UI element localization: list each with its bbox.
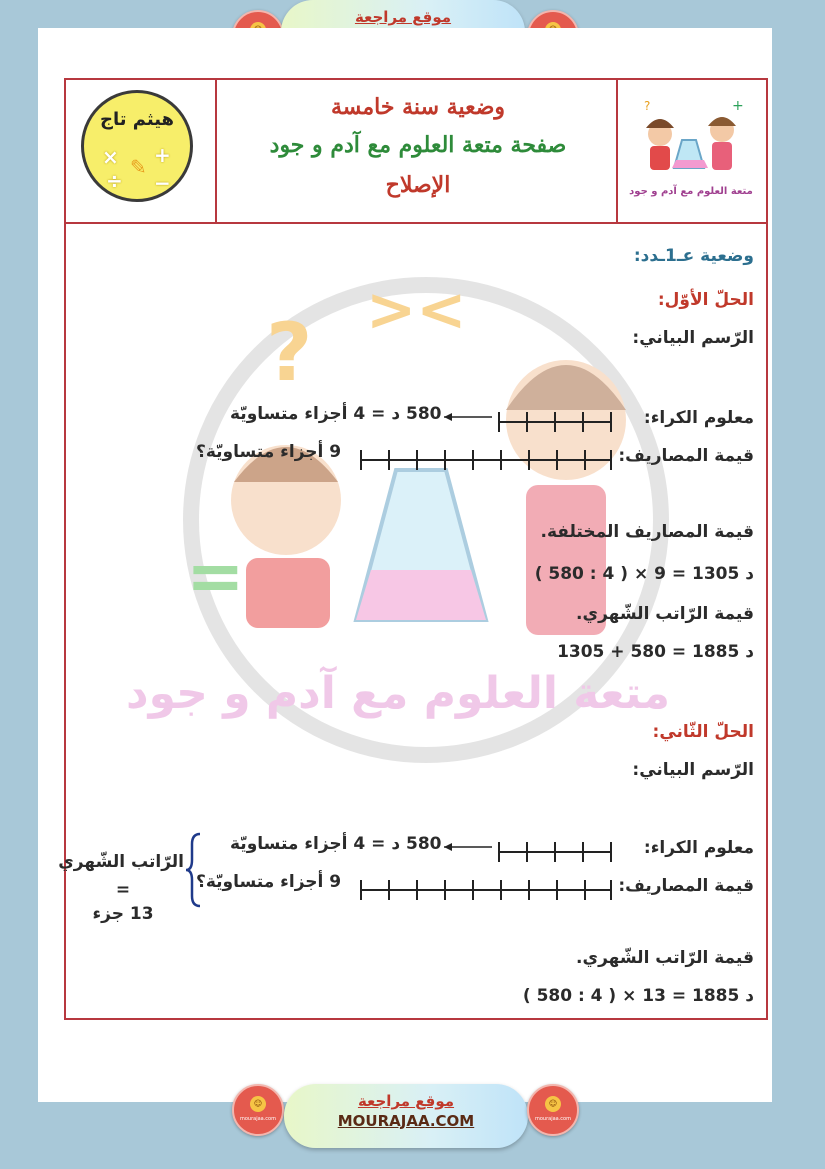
solution1-title: الحلّ الأوّل: [657,290,754,310]
badge-icon: ☺ [250,1096,266,1112]
solution1-salary-calc: 1305 + 580 = 1885 د [557,642,754,662]
worksheet-header [66,80,766,224]
header-divider [215,80,217,222]
solution2-rent-note: 580 د = 4 أجزاء متساويّة [230,834,442,854]
solution1-salary-title: قيمة الرّاتب الشّهري. [576,604,754,624]
solution2-title: الحلّ الثّاني: [652,722,754,742]
header-line2: صفحة متعة العلوم مع آدم و جود [269,132,567,158]
solution1-expenses-calc: ( 580 : 4 ) × 9 = 1305 د [534,564,754,584]
section-title: وضعية عـ1ـدد: [633,246,754,266]
svg-text:متعة العلوم مع آدم و جود: متعة العلوم مع آدم و جود [629,186,753,197]
solution1-rent-label: معلوم الكراء: [643,408,754,428]
author-name: هيثم تاج [99,109,175,130]
solution2-expenses-note: 9 أجزاء متساويّة؟ [196,872,342,892]
divide-icon: ÷ [106,169,123,193]
solution1-rent-bar [444,410,614,434]
solution2-rent-label: معلوم الكراء: [643,838,754,858]
brace-line1: الرّاتب الشّهري [58,852,184,872]
solution1-expenses-label: قيمة المصاريف: [618,446,754,466]
header-line3: الإصلاح [385,172,451,198]
svg-text:+: + [732,98,744,114]
svg-text:><: >< [366,275,467,345]
brace-line3: 13 جزء [92,904,154,924]
solution1-expenses-title: قيمة المصاريف المختلفة. [540,522,754,542]
site-badge-left-bottom: ☺ mourajaa.com [232,1084,284,1136]
solution2-salary-title: قيمة الرّاتب الشّهري. [576,948,754,968]
author-logo [81,90,193,202]
plus-icon: + [154,143,171,167]
brace-icon [184,832,204,908]
solution1-diagram-label: الرّسم البياني: [632,328,754,348]
worksheet-frame [58,78,768,1020]
multiply-icon: × [102,145,119,169]
badge-icon: ☺ [545,1096,561,1112]
solution2-diagram-label: الرّسم البياني: [632,760,754,780]
svg-text:=: = [186,535,245,617]
header-line1: وضعية سنة خامسة [330,94,506,120]
svg-text:?: ? [644,99,651,113]
site-badge-right-bottom: ☺ mourajaa.com [527,1084,579,1136]
pencil-icon: ✎ [130,155,147,179]
solution2-expenses-label: قيمة المصاريف: [618,876,754,896]
bottom-site-banner[interactable] [284,1084,528,1148]
banner-arabic: موقع مراجعة [357,1092,455,1110]
solution2-salary-calc: ( 580 : 4 ) × 13 = 1885 د [522,986,754,1006]
svg-text:?: ? [266,306,313,399]
solution2-expenses-bar [358,878,614,902]
minus-icon: − [154,171,171,195]
solution2-rent-bar [444,840,614,864]
kids-logo [626,92,756,208]
brace-line2: = [115,880,131,900]
solution1-expenses-bar [358,448,614,472]
solution1-rent-note: 580 د = 4 أجزاء متساويّة [230,404,442,424]
solution1-expenses-note: 9 أجزاء متساويّة؟ [196,442,342,462]
banner-latin: MOURAJAA.COM [337,1112,475,1130]
banner-arabic: موقع مراجعة [354,8,452,26]
watermark-text: متعة العلوم مع آدم و جود [126,668,670,719]
